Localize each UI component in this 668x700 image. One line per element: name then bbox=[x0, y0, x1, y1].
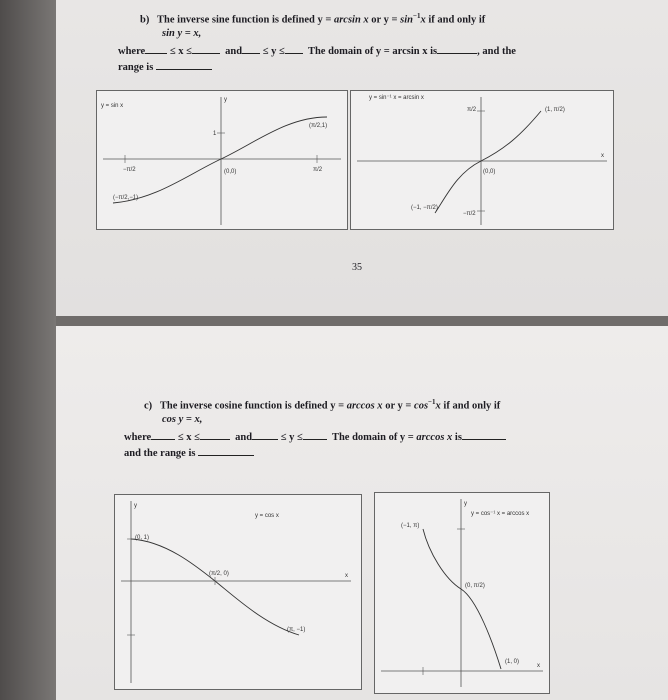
part-c-line1: c) The inverse cosine function is defined y = arccos x or $y = \cos^{-1}x$ if and only if bbox=[144, 398, 501, 412]
svg-text:y: y bbox=[464, 501, 467, 507]
blank-range[interactable] bbox=[156, 60, 212, 70]
blank-domain[interactable] bbox=[437, 44, 477, 54]
svg-text:π/2: π/2 bbox=[467, 107, 477, 113]
svg-text:x: x bbox=[537, 663, 540, 669]
sine-max-label: (π/2,1) bbox=[309, 123, 328, 129]
blank-x-max[interactable] bbox=[192, 44, 220, 54]
worksheet-page-bottom bbox=[56, 326, 668, 700]
cosine-mid-label: (π/2, 0) bbox=[209, 571, 229, 577]
page-number: 35 bbox=[352, 262, 362, 273]
svg-text:1: 1 bbox=[213, 131, 217, 137]
svg-text:π/2: π/2 bbox=[313, 167, 323, 173]
sine-min-label: (−π/2,−1) bbox=[113, 195, 139, 201]
part-c-heading: c) bbox=[144, 400, 153, 412]
blank-c-y-max[interactable] bbox=[303, 430, 327, 440]
part-b-heading: b) bbox=[140, 14, 150, 26]
cosine-end-label: (π, −1) bbox=[287, 627, 306, 633]
blank-c-y-min[interactable] bbox=[252, 430, 278, 440]
part-c-line2: cos y = x, bbox=[162, 414, 203, 425]
arcsin-label: y = sin⁻¹ x = arcsin x bbox=[369, 95, 424, 101]
arccos-mid-label: (0, π/2) bbox=[465, 583, 485, 589]
svg-text:y: y bbox=[224, 97, 227, 103]
worksheet-page-top bbox=[56, 0, 668, 316]
arccos-top-label: (−1, π) bbox=[401, 523, 420, 529]
sine-label: y = sin x bbox=[101, 103, 124, 109]
graph-cosine bbox=[114, 494, 362, 690]
svg-text:x: x bbox=[345, 573, 348, 579]
cosine-start-label: (0, 1) bbox=[135, 535, 150, 541]
arcsin-min-label: (−1, −π/2) bbox=[411, 205, 438, 211]
part-c-line3: where ≤ x ≤ and ≤ y ≤ The domain of y = arccos x is bbox=[124, 430, 506, 443]
part-c-line4: and the range is bbox=[124, 446, 254, 459]
blank-c-domain[interactable] bbox=[462, 430, 506, 440]
desk-edge bbox=[0, 0, 56, 700]
graph-arccos bbox=[374, 492, 550, 694]
blank-c-range[interactable] bbox=[198, 446, 254, 456]
arcsin-origin-label: (0,0) bbox=[483, 169, 496, 175]
svg-text:x: x bbox=[601, 153, 604, 159]
blank-y-min[interactable] bbox=[242, 44, 260, 54]
svg-text:y: y bbox=[134, 503, 137, 509]
arccos-label: y = cos⁻¹ x = arccos x bbox=[471, 511, 530, 517]
graph-arcsin bbox=[350, 90, 614, 230]
arcsin-max-label: (1, π/2) bbox=[545, 107, 565, 113]
svg-text:−π/2: −π/2 bbox=[123, 167, 136, 173]
svg-text:−π/2: −π/2 bbox=[463, 211, 476, 217]
blank-c-x-max[interactable] bbox=[200, 430, 230, 440]
part-b-line4: range is bbox=[118, 60, 212, 73]
part-b-line3: where ≤ x ≤ and ≤ y ≤ The domain of y = arcsin x is , and the bbox=[118, 46, 516, 57]
cosine-label: y = cos x bbox=[255, 513, 279, 519]
arccos-end-label: (1, 0) bbox=[505, 659, 520, 665]
blank-c-x-min[interactable] bbox=[151, 430, 175, 440]
part-b-line1: b) The inverse sine function is defined y = arcsin x or $y = \sin^{-1}x$ if and only if bbox=[140, 12, 486, 26]
part-b-line2: sin y = x, bbox=[162, 28, 202, 39]
blank-y-max[interactable] bbox=[285, 44, 303, 54]
sine-origin-label: (0,0) bbox=[224, 169, 237, 175]
blank-x-min[interactable] bbox=[145, 44, 167, 54]
graph-sine bbox=[96, 90, 348, 230]
